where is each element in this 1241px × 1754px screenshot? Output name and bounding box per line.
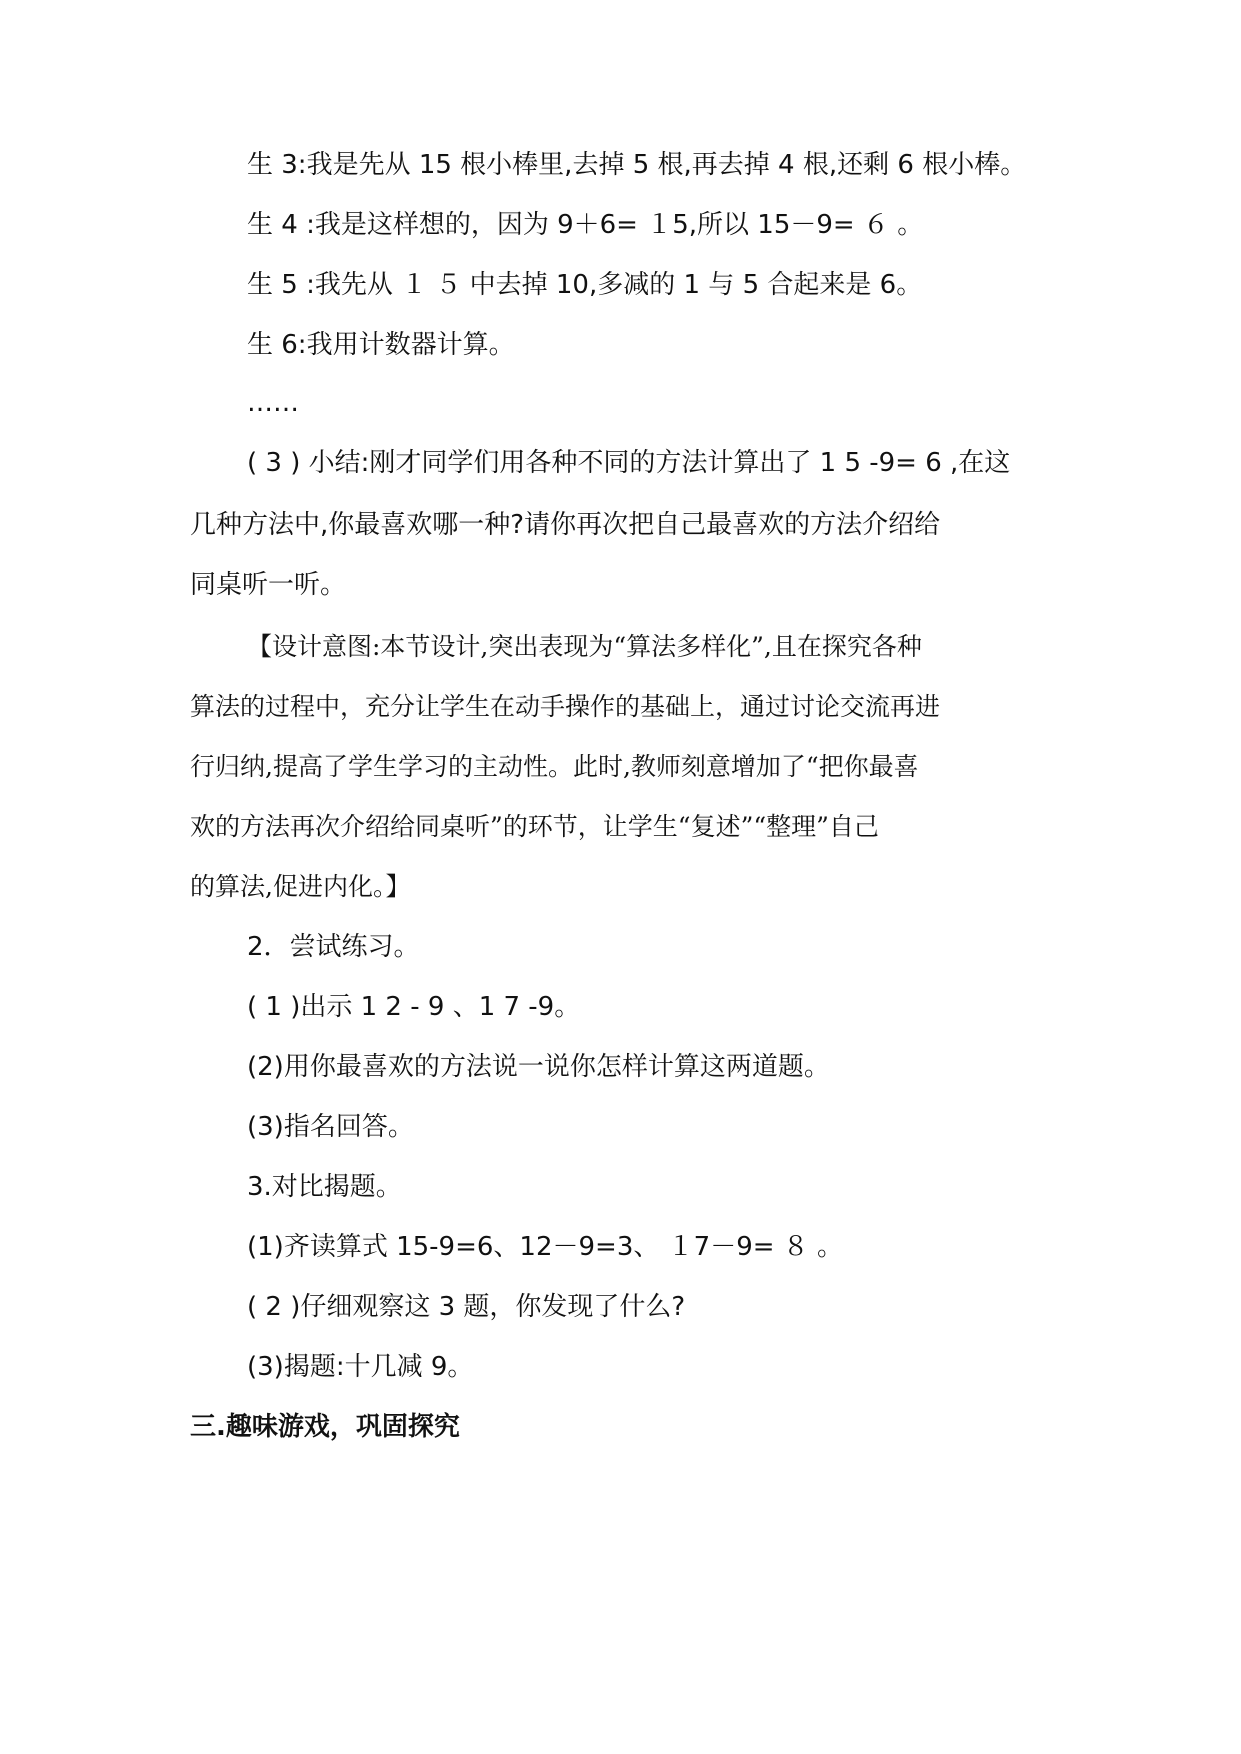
section-try-practice: 2．尝试练习。 [247, 932, 420, 962]
practice-item-3: (3)指名回答。 [247, 1112, 414, 1142]
design-intent-line-4: 欢的方法再次介绍给同桌听”的环节，让学生“复述”“整理”自己 [190, 812, 879, 841]
ellipsis: …… [247, 388, 299, 418]
design-intent-line-1: 【设计意图:本节设计,突出表现为“算法多样化”,且在探究各种 [247, 632, 922, 661]
compare-item-1: (1)齐读算式 15-9=6、12－9=3、 １7－9= ８ 。 [247, 1232, 844, 1262]
compare-item-3: (3)揭题:十几减 9。 [247, 1352, 474, 1382]
paragraph-student-6: 生 6:我用计数器计算。 [247, 330, 515, 360]
paragraph-student-5: 生 5 :我先从 １ ５ 中去掉 10,多减的 1 与 5 合起来是 6。 [247, 270, 923, 300]
design-intent-line-5: 的算法,促进内化。】 [190, 872, 411, 901]
practice-item-1: ( 1 )出示 1 2 - 9 、1 7 -9。 [247, 992, 581, 1022]
section-compare-reveal: 3.对比揭题。 [247, 1172, 402, 1202]
paragraph-student-4: 生 4 :我是这样想的，因为 9＋6= １5,所以 15－9= ６ 。 [247, 210, 924, 240]
summary-line-3: 同桌听一听。 [190, 570, 347, 600]
summary-line-1: ( 3 ) 小结:刚才同学们用各种不同的方法计算出了 1 5 -9= 6 ,在这 [247, 448, 1011, 478]
compare-item-2: ( 2 )仔细观察这 3 题，你发现了什么? [247, 1292, 686, 1322]
practice-item-2: (2)用你最喜欢的方法说一说你怎样计算这两道题。 [247, 1052, 830, 1082]
design-intent-line-3: 行归纳,提高了学生学习的主动性。此时,教师刻意增加了“把你最喜 [190, 752, 919, 781]
design-intent-line-2: 算法的过程中，充分让学生在动手操作的基础上，通过讨论交流再进 [190, 692, 941, 721]
section-heading-game: 三.趣味游戏，巩固探究 [190, 1412, 460, 1442]
paragraph-student-3: 生 3:我是先从 15 根小棒里,去掉 5 根,再去掉 4 根,还剩 6 根小棒。 [247, 150, 1027, 180]
summary-line-2: 几种方法中,你最喜欢哪一种?请你再次把自己最喜欢的方法介绍给 [190, 510, 941, 540]
